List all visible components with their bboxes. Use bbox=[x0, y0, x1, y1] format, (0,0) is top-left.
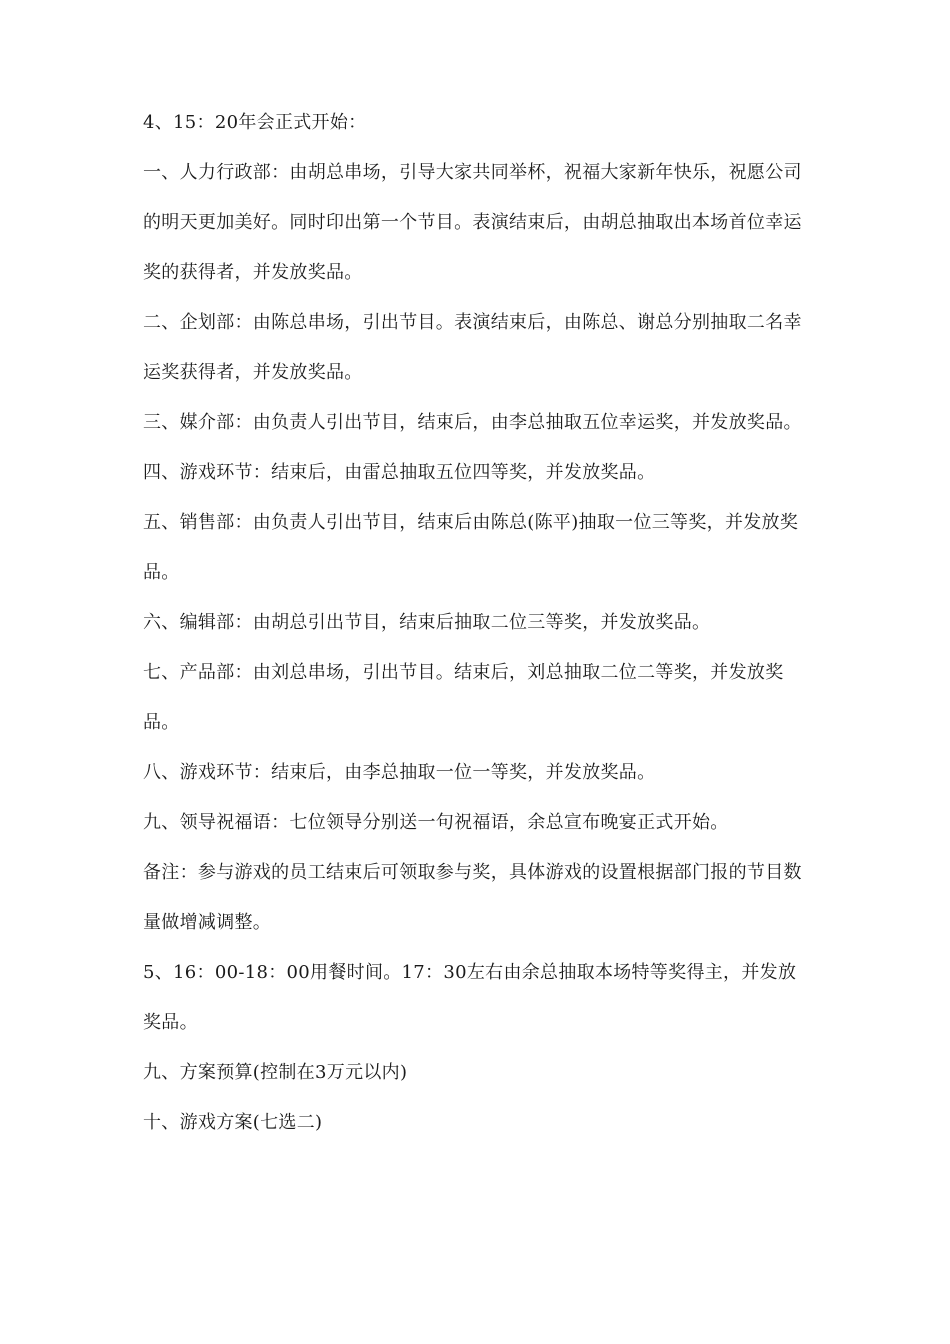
paragraph-dinner-time: 5、16：00-18：00用餐时间。17：30左右由余总抽取本场特等奖得主，并发放奖品。 bbox=[143, 962, 797, 1033]
paragraph-game-plan-heading: 十、游戏方案(七选二) bbox=[143, 1112, 323, 1133]
paragraph-remark: 备注：参与游戏的员工结束后可领取参与奖，具体游戏的设置根据部门报的节目数量做增减调整。 bbox=[143, 862, 802, 933]
paragraph-budget-heading: 九、方案预算(控制在3万元以内) bbox=[143, 1062, 408, 1083]
paragraph-game-2: 八、游戏环节：结束后，由李总抽取一位一等奖，并发放奖品。 bbox=[143, 762, 656, 783]
paragraph-editorial: 六、编辑部：由胡总引出节目，结束后抽取二位三等奖，并发放奖品。 bbox=[143, 612, 711, 633]
paragraph-game-1: 四、游戏环节：结束后，由雷总抽取五位四等奖，并发放奖品。 bbox=[143, 462, 656, 483]
paragraph-media: 三、媒介部：由负责人引出节目，结束后，由李总抽取五位幸运奖，并发放奖品。 bbox=[143, 412, 802, 433]
paragraph-sales: 五、销售部：由负责人引出节目，结束后由陈总(陈平)抽取一位三等奖，并发放奖品。 bbox=[143, 512, 799, 583]
document-body bbox=[143, 98, 811, 1148]
paragraph-planning: 二、企划部：由陈总串场，引出节目。表演结束后，由陈总、谢总分别抽取二名幸运奖获得者，并发放奖品。 bbox=[143, 312, 802, 383]
paragraph-product: 七、产品部：由刘总串场，引出节目。结束后，刘总抽取二位二等奖，并发放奖品。 bbox=[143, 662, 784, 733]
paragraph-hr-admin: 一、人力行政部：由胡总串场，引导大家共同举杯，祝福大家新年快乐，祝愿公司的明天更加美好。同时印出第一个节目。表演结束后，由胡总抽取出本场首位幸运奖的获得者，并发放奖品。 bbox=[143, 162, 802, 283]
paragraph-leader-wishes: 九、领导祝福语：七位领导分别送一句祝福语，余总宣布晚宴正式开始。 bbox=[143, 812, 729, 833]
paragraph-opening-time: 4、15：20年会正式开始： bbox=[143, 112, 367, 133]
